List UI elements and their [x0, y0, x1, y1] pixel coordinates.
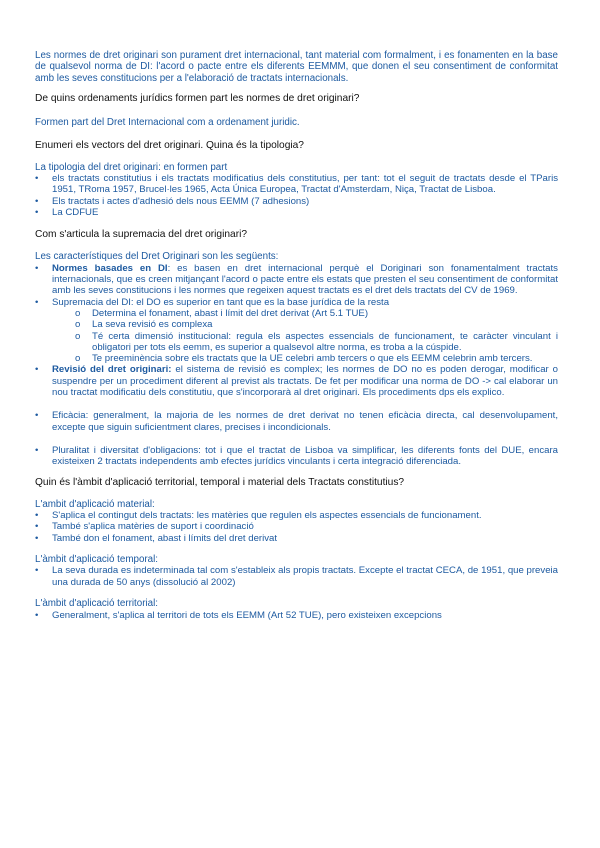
- answer-2-list: [35, 173, 558, 218]
- list-item: • Normes basades en DI: es basen en dret internacional perquè el Doriginari son fonamentalment tractats internacionals, que es creen mitjançant l'acord o pacte entre els estats que presten el seu consentiment de conformitat amb les seves constitucions i les normes que regeixen aquest tractats es el dret dels tractats del CV de 1969.: [35, 262, 558, 297]
- bullet-icon: •: [35, 444, 39, 456]
- list-item: • La seva durada es indeterminada tal com s'estableix als propis tractats. Excepte el tractat CECA, de 1951, que preveia una durada de 50 anys (dissolució al 2002): [35, 565, 558, 588]
- list-item: • Eficàcia: generalment, la majoria de les normes de dret derivat no tenen eficàcia directa, cal desenvolupament, excepte que siguin suficientment clares, precises i incondicionals.: [35, 410, 558, 433]
- bullet-icon: •: [35, 296, 39, 308]
- list-item: • els tractats constitutius i els tractats modificatius dels constitutius, per tant: tot el seguit de tractats desde el TParis 1951, TRoma 1957, Brucel·les 1965, Acta Única Europea, Tractat d'Amsterdam, Niça, Tractat de Lisboa.: [35, 173, 558, 196]
- circle-bullet-icon: o: [75, 330, 81, 342]
- bullet-icon: •: [35, 510, 39, 522]
- intro-paragraph: Les normes de dret originari son purament dret internacional, tant material com formalment, i es fonamenten en la base de qualsevol norma de DI: l'acord o pacte entre els diferents EEMMM, que donen el seu consentiment de conformitat amb les seves constitucions per a l'elaboració de tractats internacionals.: [35, 50, 558, 84]
- sub-list-item: o Té certa dimensió institucional: regula els aspectes essencials de funcionament, te caràcter vinculant i obligatori per tots els eemm, es superior a qualsevol altre norma, es troba a la cúspide.: [75, 330, 558, 353]
- bullet-icon: •: [35, 521, 39, 533]
- answer-3-label: Les característiques del Dret Originari son les següents:: [35, 251, 279, 263]
- list-item: • També don el fonament, abast i límits del dret derivat: [35, 532, 278, 544]
- sub-list-item: o Determina el fonament, abast i límit del dret derivat (Art 5.1 TUE): [75, 308, 369, 319]
- temporal-label: L'àmbit d'aplicació temporal:: [35, 553, 158, 565]
- sub-list: [35, 308, 558, 364]
- bullet-icon: •: [35, 364, 39, 376]
- material-label: L'ambit d'aplicació material:: [35, 498, 155, 510]
- sub-list-item: o Te preeminència sobre els tractats que la UE celebri amb tercers o que els EEMM celebrin amb tercers.: [75, 353, 533, 365]
- list-item: • La CDFUE: [35, 207, 99, 219]
- bullet-icon: •: [35, 195, 39, 207]
- sub-list-item: o La seva revisió es complexa: [75, 319, 213, 331]
- bullet-icon: •: [35, 262, 39, 274]
- list-item: • S'aplica el contingut dels tractats: les matèries que regulen els aspectes essencials de funcionament.: [35, 510, 482, 522]
- list-item: • Supremacia del DI: el DO es superior en tant que es la base jurídica de la resta o Determina el fonament, abast i límit del dret derivat (Art 5.1 TUE) o La seva revisió es complexa o Té certa dimensió institucional: regula els aspectes essencials de funcionament, te caràcter vinculant i obligatori per tots els eemm, es superior a qualsevol altre norma, es troba a la cúspide. o Te preeminència sobre els tractats que la UE celebri amb tercers o que els EEMM celebrin amb tercers.: [35, 296, 558, 365]
- question-4: Quin és l'àmbit d'aplicació territorial, temporal i material dels Tractats constitutius?: [35, 476, 405, 488]
- list-item: • Revisió del dret originari: el sistema de revisió es complex; les normes de DO no es poden derogar, modificar o suspendre per un procediment diferent al previst als tractats. De fet per modificar una norma de DO -> cal elaborar un nou tractat modificatiu dels constitutiu, que s'incorporarà al dret originari. Els procediments dps els explico.: [35, 364, 558, 399]
- list-item: • Pluralitat i diversitat d'obligacions: tot i que el tractat de Lisboa va simplificar, les diferents fonts del DUE, encara existeixen 2 tractats independents amb efectes jurídics vinculants i certa integració diferenciada.: [35, 444, 558, 468]
- temporal-list: [35, 565, 558, 588]
- question-3: Com s'articula la supremacia del dret originari?: [35, 229, 248, 241]
- bullet-icon: •: [35, 609, 39, 621]
- circle-bullet-icon: o: [75, 353, 81, 365]
- territorial-list: [35, 610, 558, 621]
- bullet-icon: •: [35, 173, 39, 185]
- answer-3-list: [35, 263, 558, 399]
- answer-3-list-extra-2: [35, 445, 558, 468]
- circle-bullet-icon: o: [75, 319, 81, 331]
- circle-bullet-icon: o: [75, 308, 81, 319]
- question-1: De quins ordenaments jurídics formen part les normes de dret originari?: [35, 93, 360, 105]
- answer-3-list-extra: [35, 410, 558, 433]
- list-item: • Generalment, s'aplica al territori de tots els EEMM (Art 52 TUE), pero existeixen excepcions: [35, 609, 442, 621]
- answer-2-label: La tipologia del dret originari: en formen part: [35, 161, 228, 173]
- bullet-icon: •: [35, 410, 39, 422]
- material-list: [35, 510, 558, 544]
- question-2: Enumeri els vectors del dret originari. Quina és la tipologia?: [35, 139, 304, 151]
- bullet-icon: •: [35, 565, 39, 577]
- list-item: • Els tractats i actes d'adhesió dels nous EEMM (7 adhesions): [35, 195, 310, 207]
- list-item: • També s'aplica matèries de suport i coordinació: [35, 521, 254, 533]
- document-page: [35, 50, 558, 621]
- bullet-icon: •: [35, 207, 39, 219]
- territorial-label: L'àmbit d'aplicació territorial:: [35, 598, 158, 610]
- answer-1: Formen part del Dret Internacional com a ordenament juridic.: [35, 117, 300, 129]
- bullet-icon: •: [35, 532, 39, 544]
